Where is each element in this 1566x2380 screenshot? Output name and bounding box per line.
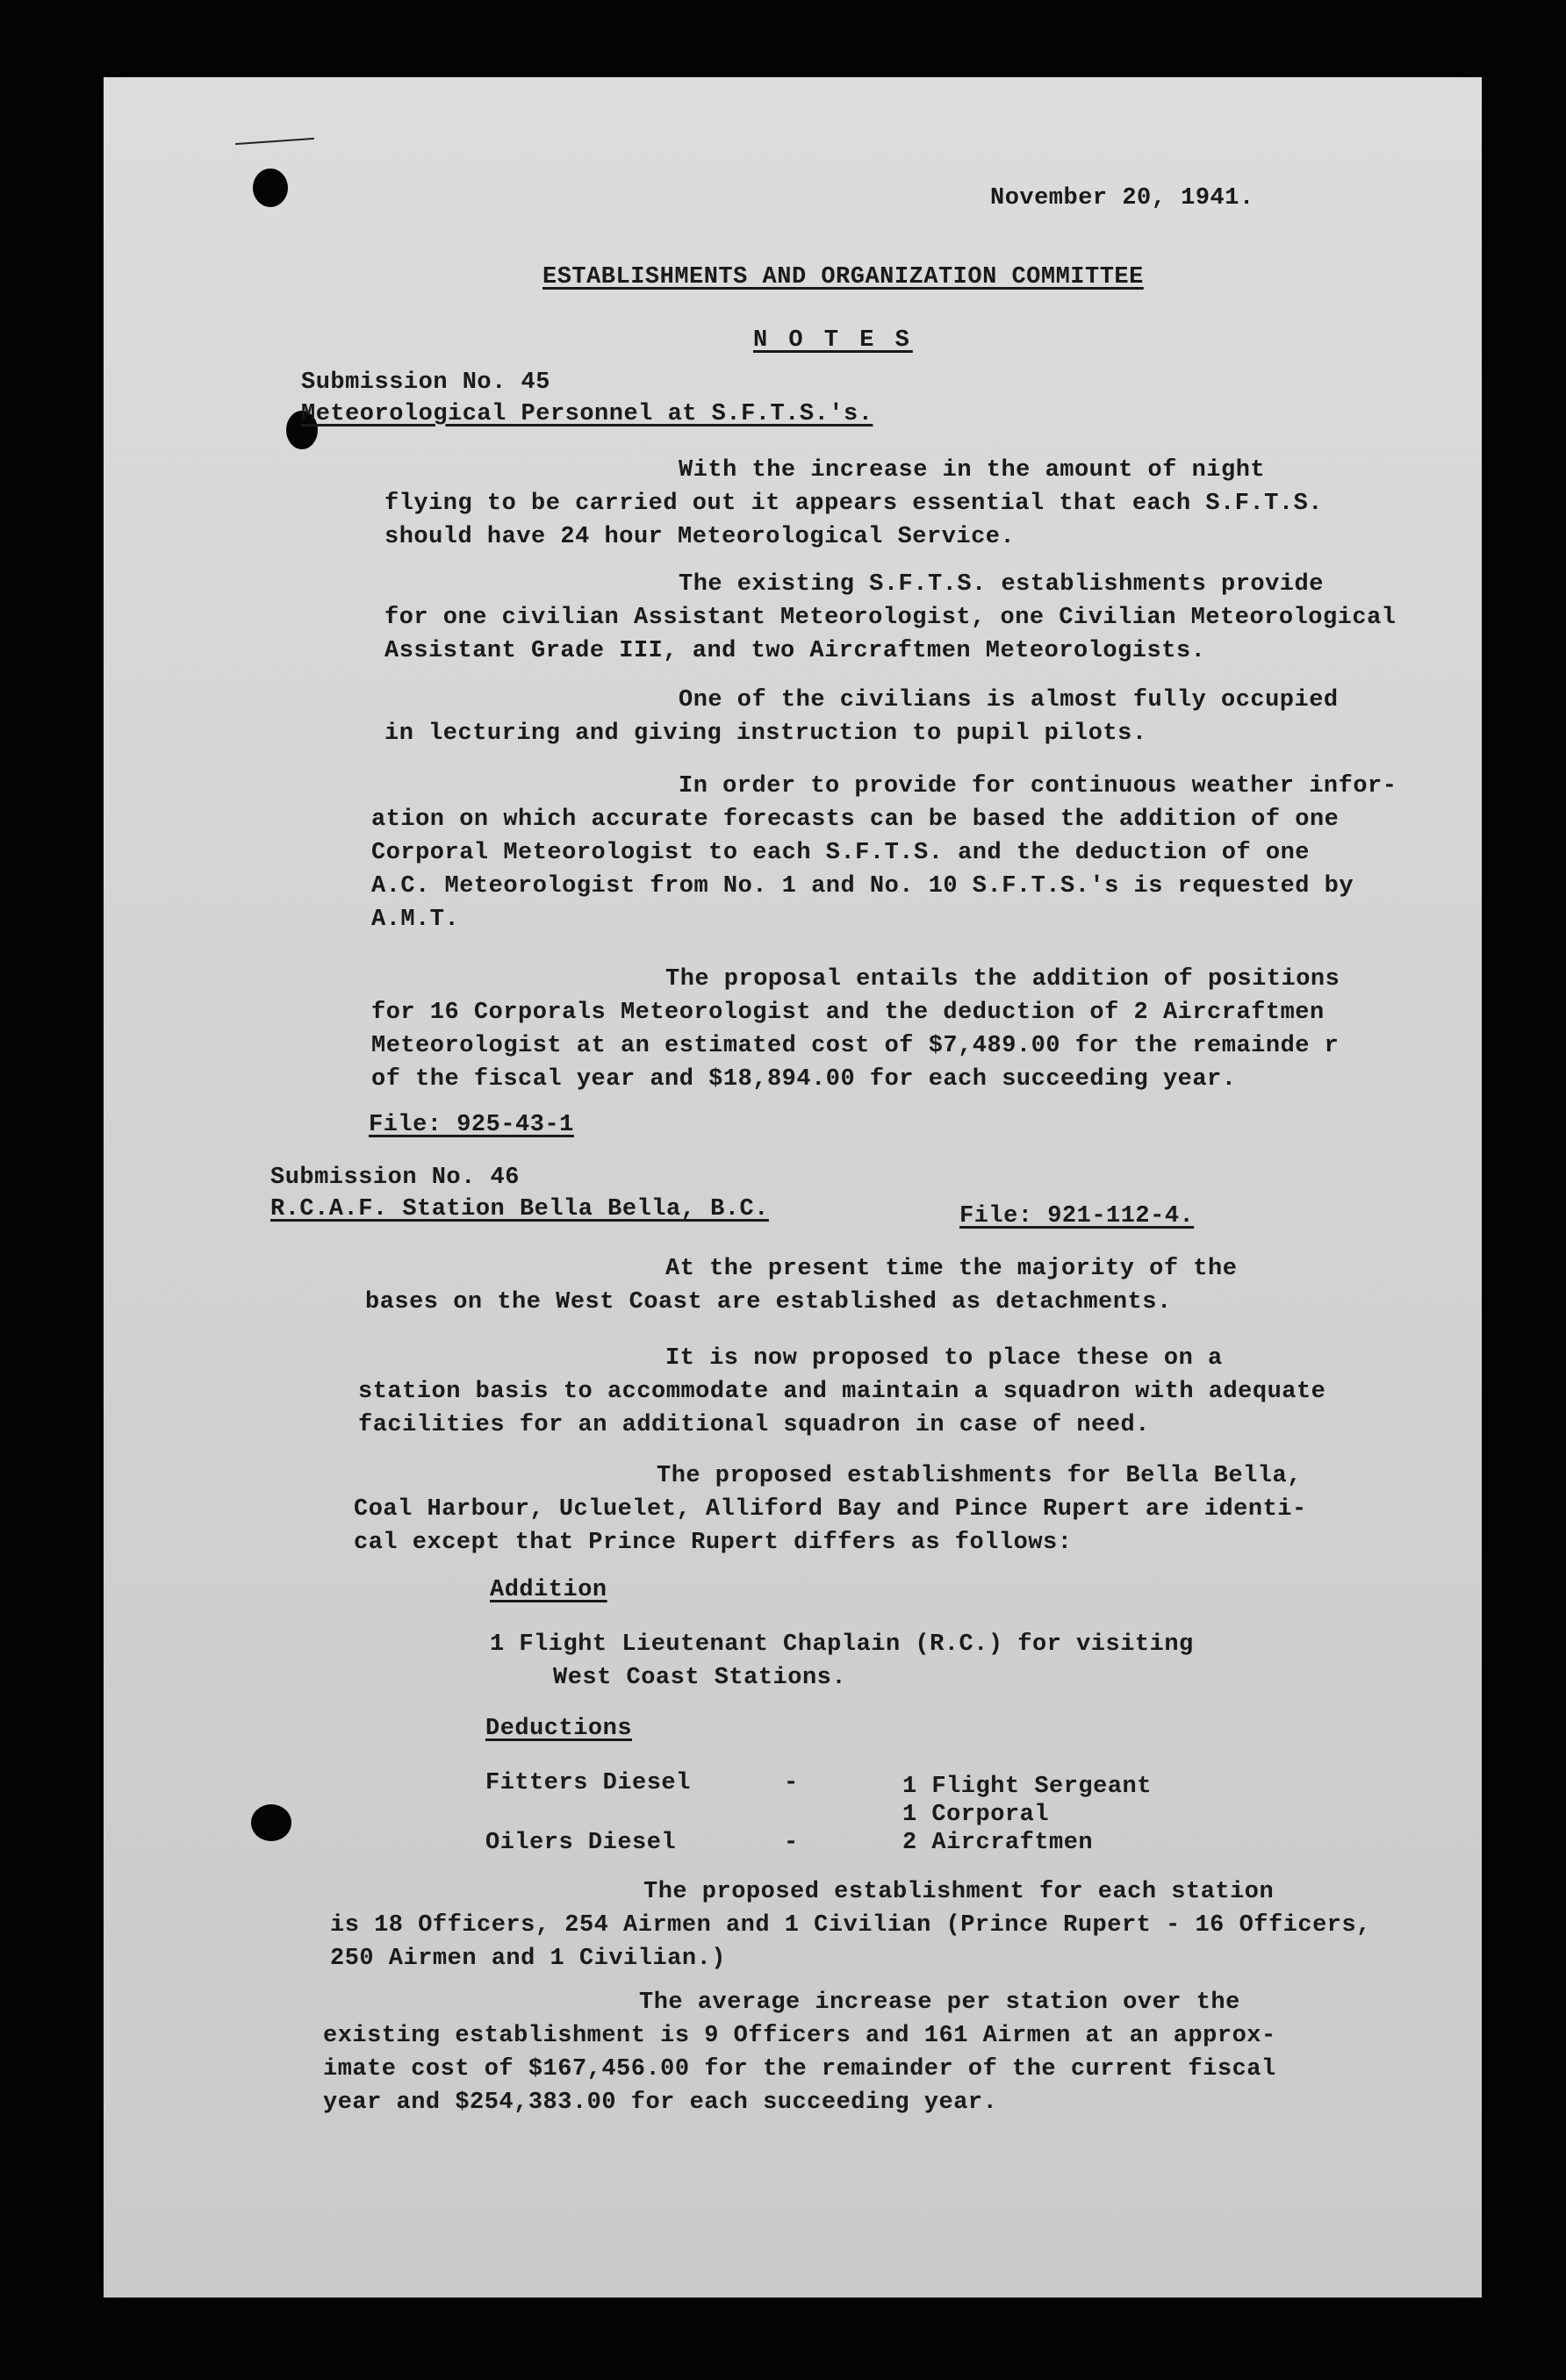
submission-45-subject: Meteorological Personnel at S.F.T.S.'s. — [301, 401, 873, 427]
submission-45-file: File: 925-43-1 — [369, 1112, 574, 1138]
committee-heading: ESTABLISHMENTS AND ORGANIZATION COMMITTEE — [542, 264, 1144, 290]
submission-46-subject: R.C.A.F. Station Bella Bella, B.C. — [270, 1196, 769, 1222]
submission-46-number: Submission No. 46 — [270, 1165, 520, 1191]
addition-heading: Addition — [490, 1577, 607, 1603]
punch-hole-top — [253, 168, 288, 207]
punch-hole-bottom — [251, 1804, 291, 1841]
clip-mark — [235, 138, 314, 145]
document-date: November 20, 1941. — [990, 185, 1254, 211]
submission-46-file: File: 921-112-4. — [959, 1203, 1195, 1229]
deductions-heading: Deductions — [485, 1716, 633, 1742]
submission-45-number: Submission No. 45 — [301, 369, 550, 396]
document-page: November 20, 1941. ESTABLISHMENTS AND ORGANIZATION COMMITTEE N O T E S Submission No. 45 Meteorological Personnel at S.F.T.S.'s. With the increase in the amount of night flying to be carried out it appears essential that each S.F.T.S. should have 24 hour Meteorological Service. The existing S.F.T.S. establishments provide for one civilian Assistant Meteorologist, one Civilian Meteorological Assistant Grade III, and two Aircraftmen Meteorologists. One of the civilians is almost fully occupied in lecturing and giving instruction to pupil pilots. In order to provide for continuous weather infor- ation on which accurate forecasts can be based the addition of one Corporal Meteorologist to each S.F.T.S. and the deduction of one A.C. Meteorologist from No. 1 and No. 10 S.F.T.S.'s is requested by A.M.T. The proposal entails the addition of positions for 16 Corporals Meteorologist and the deduction of 2 Aircraftmen Meteorologist at an estimated cost of $7,489.00 for the remainde r of the fiscal year and $18,894.00 for each succeeding year. File: 925-43-1 Submission No. 46 R.C.A.F. Station Bella Bella, B.C. File: 921-112-4. At the present time the majority of the bases on the West Coast are established as detachments. It is now proposed to place these on a station basis to accommodate and maintain a squadron with adequate facilities for an additional squadron in case of need. The proposed establishments for Bella Bella, Coal Harbour, Ucluelet, Alliford Bay and Pince Rupert are identi- cal except that Prince Rupert differs as follows: Addition 1 Flight Lieutenant Chaplain (R.C.) for visiting West Coast Stations. Deductions Fitters Diesel - 1 Flight Sergeant 1 Corporal Oilers Diesel - 2 Aircraftmen The proposed establishment for each station is 18 Officers, 254 Airmen and 1 Civilian (Prince Rupert - 16 Officers, 250 Airmen and 1 Civilian.) The average increase per station over the existing establishment is 9 Officers and 161 Airmen at an approx- imate cost of $167,456.00 for the remainder of the current fiscal year and $254,383.00 for each succeeding year. — [104, 77, 1482, 2298]
notes-heading: N O T E S — [753, 327, 913, 354]
